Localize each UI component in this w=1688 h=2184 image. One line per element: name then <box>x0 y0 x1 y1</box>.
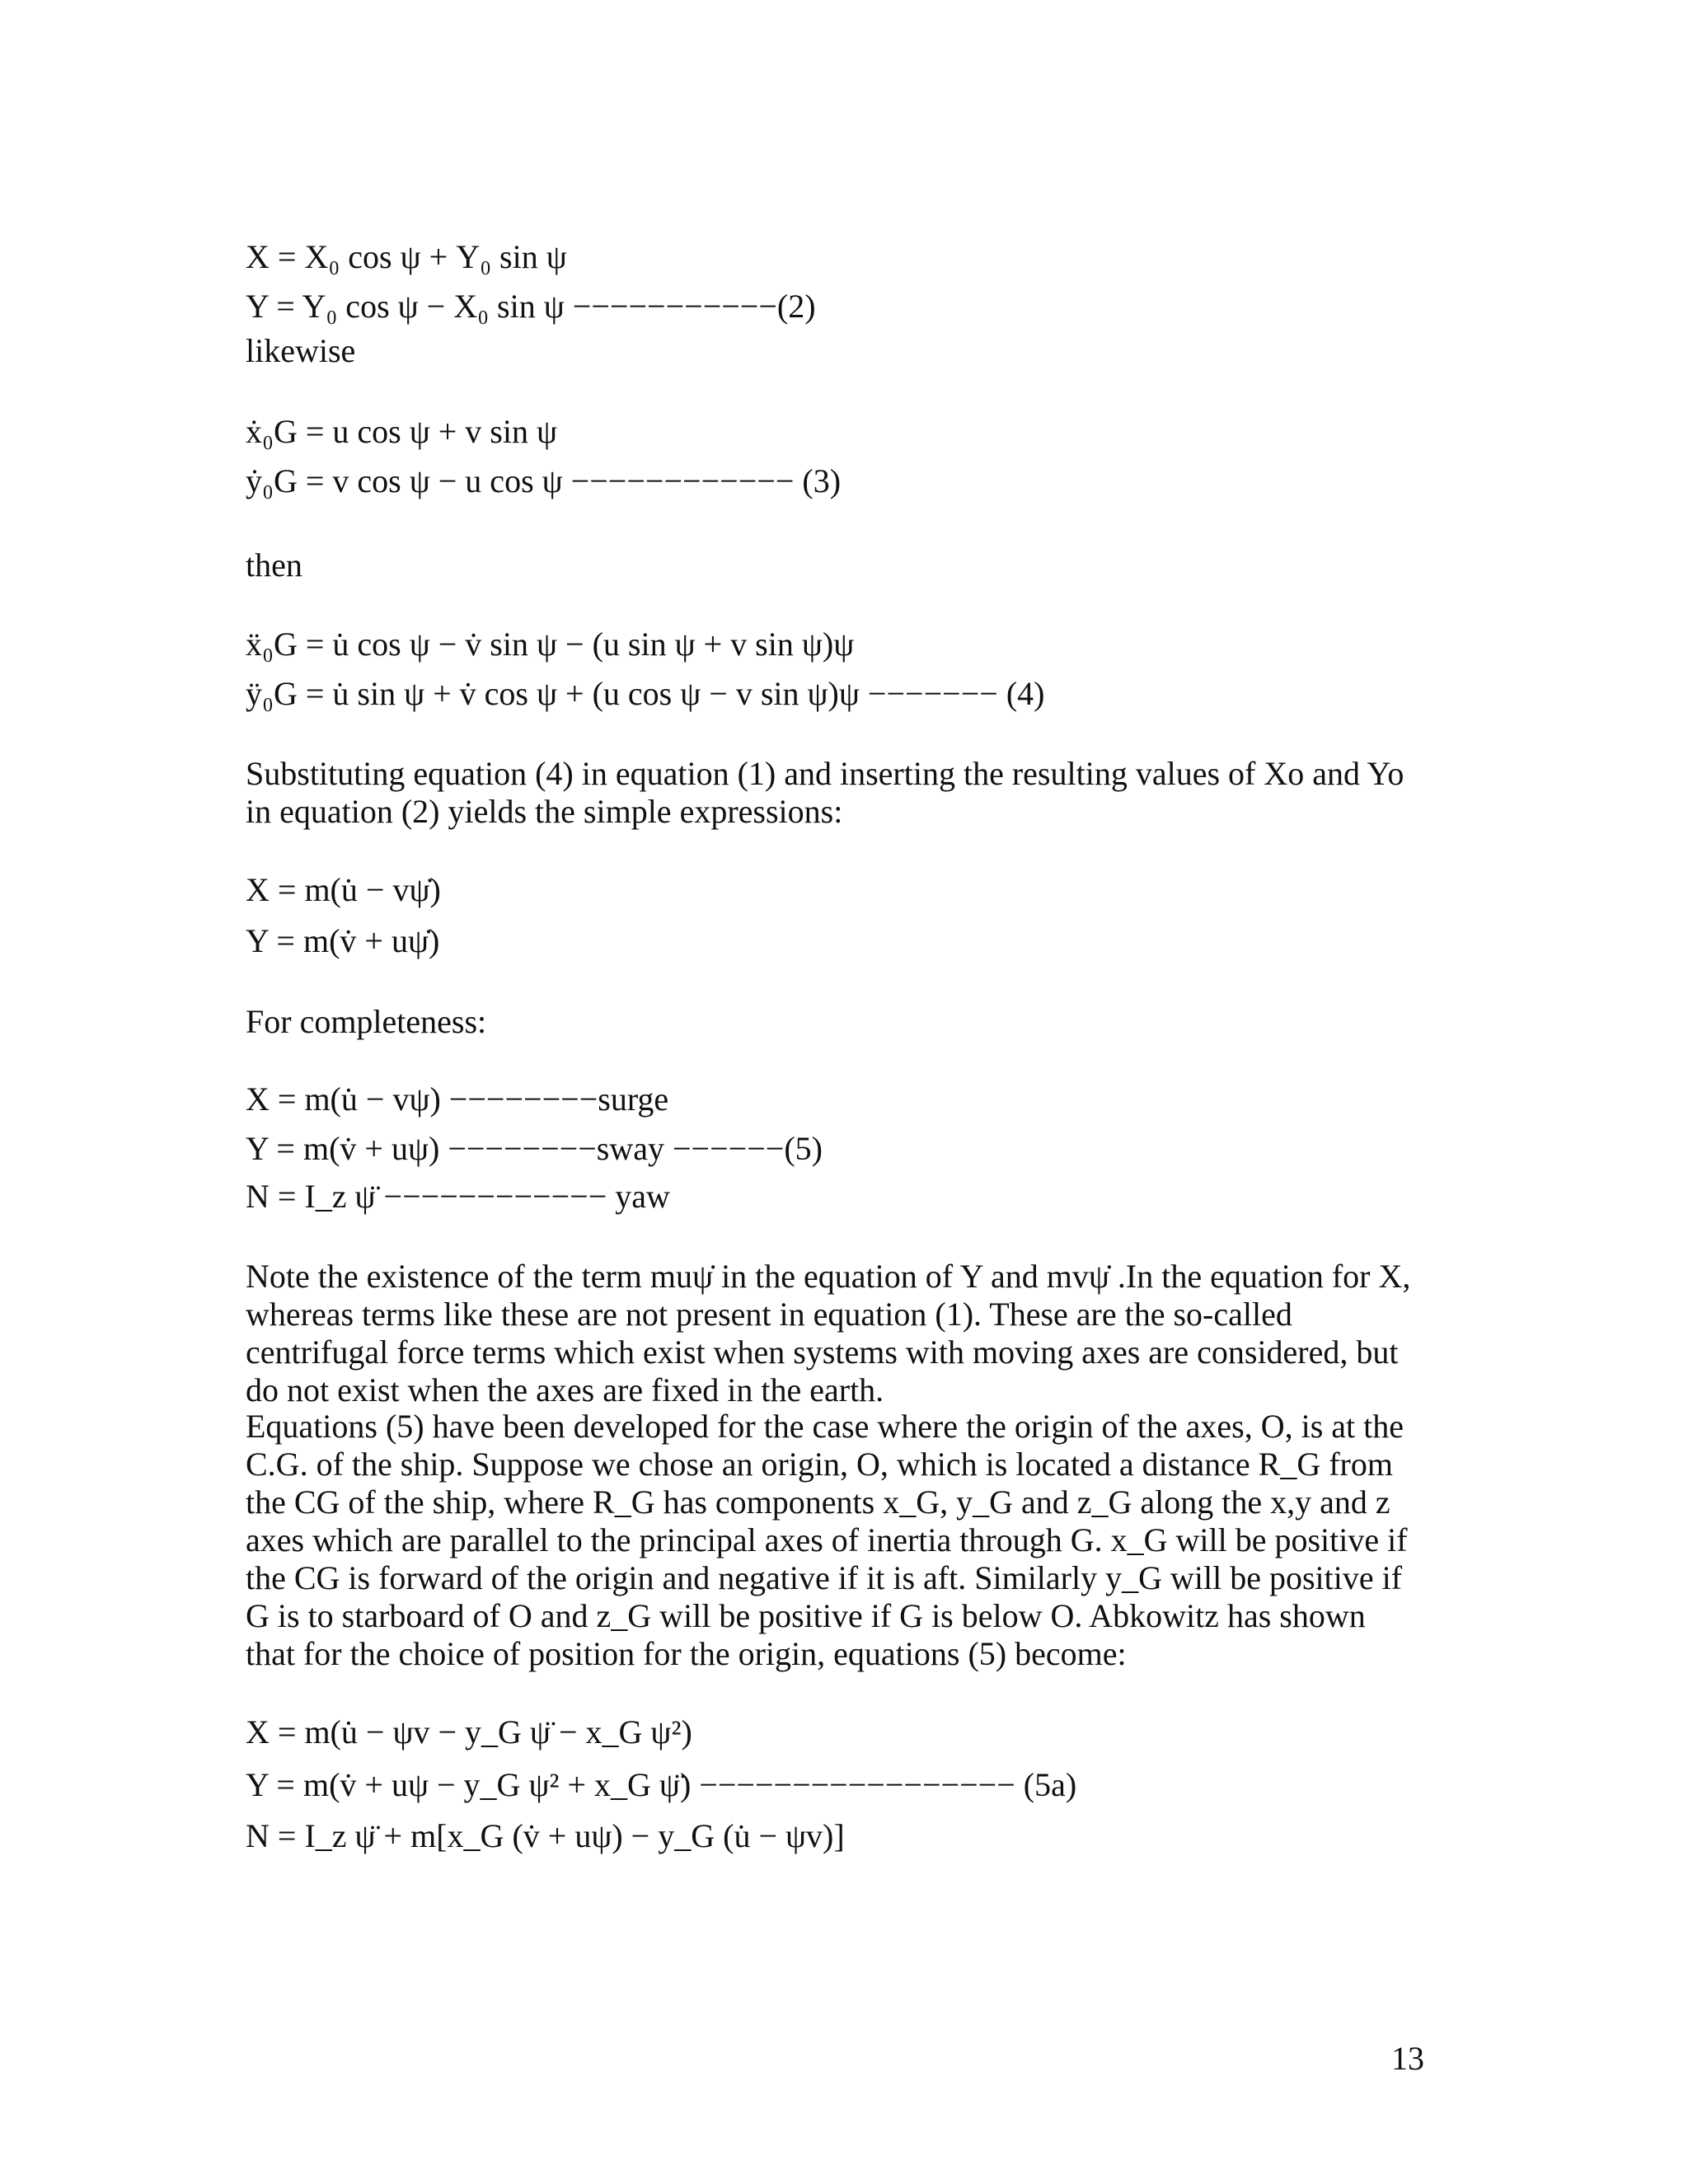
then-text: then <box>246 546 302 583</box>
equation-text: Y = Y₀ cos ψ − X₀ sin ψ −−−−−−−−−−−(2) <box>246 288 816 325</box>
simple-expression-y <box>246 921 439 961</box>
equation-2-line-2 <box>246 287 816 326</box>
equation-4-line-1 <box>246 625 854 664</box>
equation-5-surge <box>246 1080 668 1119</box>
equation-text: Y = m(v̇ + uψ − y_G ψ² + x_G ψ̈) −−−−−−−−−−−−−−−−− (5a) <box>246 1766 1077 1803</box>
equation-4-line-2 <box>246 674 1044 714</box>
equation-text: ẏ₀G = v cos ψ − u cos ψ −−−−−−−−−−−− (3) <box>246 462 842 499</box>
origin-paragraph <box>246 1408 1416 1673</box>
equation-text: N = I_z ψ̈ + m[x_G (v̇ + uψ) − y_G (u̇ − ψv)] <box>246 1817 845 1854</box>
substituting-paragraph <box>246 755 1416 831</box>
page-number: 13 <box>1391 2040 1424 2077</box>
equation-text: ÿ₀G = u̇ sin ψ + v̇ cos ψ + (u cos ψ − v sin ψ)ψ −−−−−−− (4) <box>246 675 1045 712</box>
equation-text: X = m(u̇ − vψ) −−−−−−−−surge <box>246 1080 669 1118</box>
likewise-text: likewise <box>246 332 356 369</box>
note-paragraph <box>246 1258 1416 1409</box>
paragraph-text: Note the existence of the term muψ̇ in the equation of Y and mvψ̇ .In the equation for X, whereas terms like these are not present in equation (1). These are the so-called centrifugal force terms which exist when systems with moving axes are considered, but do not exist when the axes are fixed in the earth. <box>246 1258 1411 1408</box>
equation-5a-n <box>246 1816 845 1856</box>
equation-2-line-1 <box>246 237 567 277</box>
equation-5a-y <box>246 1765 1076 1805</box>
equation-5a-x <box>246 1713 692 1752</box>
paragraph-text: Equations (5) have been developed for the case where the origin of the axes, O, is at the C.G. of the ship. Suppose we chose an origin, O, which is located a distance R_G from the CG of the ship, where R_G has components x_G, y_G and z_G along the x,y and z axes which are parallel to the principal axes of inertia through G. x_G will be positive if the CG is forward of the origin and negative if it is aft. Similarly y_G will be positive if G is to starboard of O and z_G will be positive if G is below O. Abkowitz has shown that for the choice of position for the origin, equations (5) become: <box>246 1408 1408 1672</box>
equation-3-line-2 <box>246 462 841 501</box>
equation-5-yaw <box>246 1177 670 1216</box>
paragraph-text: Substituting equation (4) in equation (1) and inserting the resulting values of Xo and Yo in equation (2) yields the simple expressions: <box>246 755 1404 830</box>
equation-text: ẍ₀G = u̇ cos ψ − v̇ sin ψ − (u sin ψ + v sin ψ)ψ <box>246 626 855 663</box>
simple-expression-x <box>246 870 441 910</box>
equation-text: ẋ₀G = u cos ψ + v sin ψ <box>246 413 558 450</box>
equation-text: X = X₀ cos ψ + Y₀ sin ψ <box>246 238 567 275</box>
equation-text: Y = m(v̇ + uψ̇) <box>246 922 440 959</box>
equation-text: X = m(u̇ − ψv − y_G ψ̈ − x_G ψ²) <box>246 1713 692 1750</box>
completeness-text: For completeness: <box>246 1003 487 1040</box>
equation-text: N = I_z ψ̈ −−−−−−−−−−−− yaw <box>246 1178 670 1215</box>
equation-5-sway <box>246 1129 823 1169</box>
equation-text: X = m(u̇ − vψ̇) <box>246 871 441 908</box>
equation-3-line-1 <box>246 412 557 452</box>
equation-text: Y = m(v̇ + uψ) −−−−−−−−sway −−−−−−(5) <box>246 1130 823 1167</box>
